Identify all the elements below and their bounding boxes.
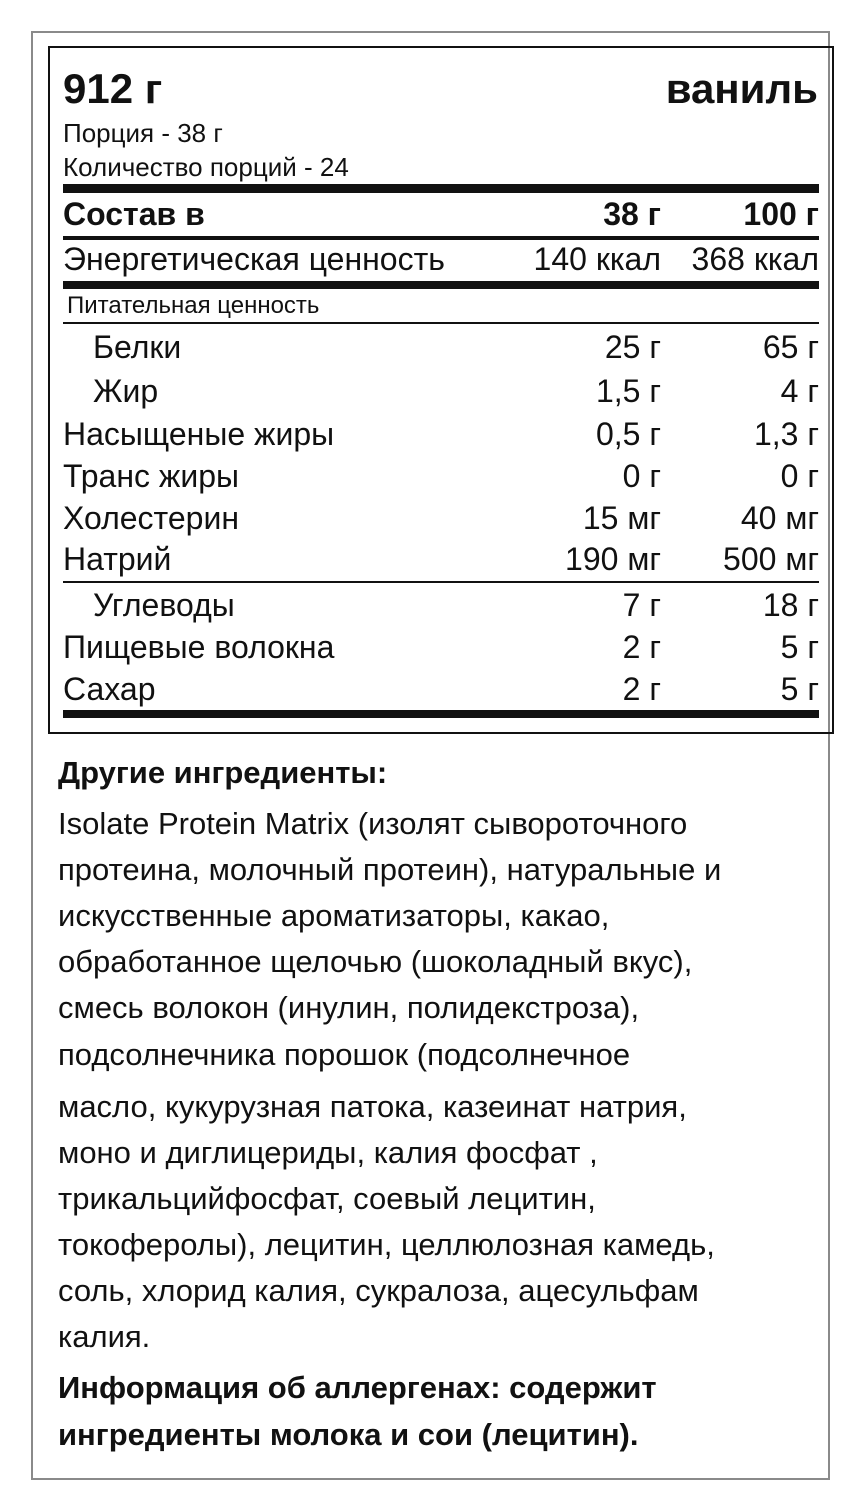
nutrient-per-100g: 18 г [762, 587, 819, 623]
nutrient-label: Жир [93, 373, 159, 409]
ingredients-line: токоферолы), лецитин, целлюлозная камедь, [58, 1227, 715, 1262]
nutrient-per-serving: 1,5 г [595, 373, 661, 409]
ingredients-line: Isolate Protein Matrix (изолят сывороточного [58, 806, 688, 841]
ingredients-line: подсолнечника порошок (подсолнечное [58, 1037, 631, 1072]
table-row [63, 326, 819, 368]
header-col-serving: 38 г [603, 196, 661, 232]
serving-size: Порция - 38 г [63, 118, 223, 148]
thick-divider-top [63, 184, 819, 193]
table-row [63, 413, 819, 455]
nutrient-label: Углеводы [93, 587, 235, 623]
table-row [63, 538, 819, 580]
table-row [63, 370, 819, 412]
nutrient-label: Насыщеные жиры [63, 416, 335, 452]
energy-per-serving: 140 ккал [533, 241, 661, 277]
nutrient-label: Холестерин [63, 500, 239, 536]
nutrient-per-serving: 2 г [622, 629, 661, 665]
table-row [63, 455, 819, 497]
ingredients-line: искусственные ароматизаторы, какао, [58, 898, 610, 933]
header-label: Состав в [63, 196, 205, 232]
divider-carbs [63, 581, 819, 583]
nutrient-per-serving: 15 мг [582, 500, 661, 536]
nutrient-per-serving: 0,5 г [595, 416, 661, 452]
servings-count: Количество порций - 24 [63, 152, 349, 182]
header-col-100g: 100 г [743, 196, 819, 232]
nutrient-per-serving: 2 г [622, 671, 661, 707]
nutrient-per-100g: 0 г [780, 458, 819, 494]
flavor-name: ваниль [665, 65, 818, 112]
net-weight: 912 г [63, 65, 163, 112]
nutrient-per-100g: 500 мг [723, 541, 819, 577]
nutrient-per-100g: 40 мг [740, 500, 819, 536]
ingredients-line: масло, кукурузная патока, казеинат натрия, [58, 1089, 687, 1124]
table-row [63, 584, 819, 626]
allergens-line: Информация об аллергенах: содержит [58, 1370, 657, 1405]
thick-divider-energy [63, 281, 819, 289]
ingredients-line: моно и диглицериды, калия фосфат , [58, 1135, 598, 1170]
ingredients-line: трикальцийфосфат, соевый лецитин, [58, 1181, 596, 1216]
energy-row [63, 238, 819, 280]
nutrition-section-label: Питательная ценность [67, 292, 320, 319]
table-row [63, 668, 819, 710]
ingredients-line: смесь волокон (инулин, полидекстроза), [58, 990, 640, 1025]
divider-section [63, 322, 819, 324]
nutrient-per-serving: 190 мг [565, 541, 661, 577]
nutrient-label: Транс жиры [63, 458, 239, 494]
nutrient-label: Натрий [63, 541, 172, 577]
nutrient-per-serving: 7 г [622, 587, 661, 623]
nutrient-label: Пищевые волокна [63, 629, 335, 665]
table-header-row [63, 193, 819, 235]
ingredients-line: обработанное щелочью (шоколадный вкус), [58, 944, 693, 979]
ingredients-line: соль, хлорид калия, сукралоза, ацесульфам [58, 1273, 699, 1308]
energy-per-100g: 368 ккал [691, 241, 819, 277]
nutrient-per-serving: 25 г [604, 329, 661, 365]
nutrient-per-100g: 1,3 г [753, 416, 819, 452]
energy-label: Энергетическая ценность [63, 241, 445, 277]
thick-divider-bottom [63, 710, 819, 718]
nutrient-per-serving: 0 г [622, 458, 661, 494]
nutrient-per-100g: 4 г [780, 373, 819, 409]
ingredients-line: протеина, молочный протеин), натуральные и [58, 852, 722, 887]
nutrient-label: Белки [93, 329, 182, 365]
nutrient-per-100g: 5 г [780, 671, 819, 707]
ingredients-line: калия. [58, 1319, 151, 1354]
table-row [63, 626, 819, 668]
ingredients-title: Другие ингредиенты: [58, 755, 388, 790]
table-row [63, 497, 819, 539]
nutrient-per-100g: 65 г [762, 329, 819, 365]
allergens-line: ингредиенты молока и сои (лецитин). [58, 1417, 639, 1452]
nutrient-per-100g: 5 г [780, 629, 819, 665]
nutrient-label: Сахар [63, 671, 156, 707]
